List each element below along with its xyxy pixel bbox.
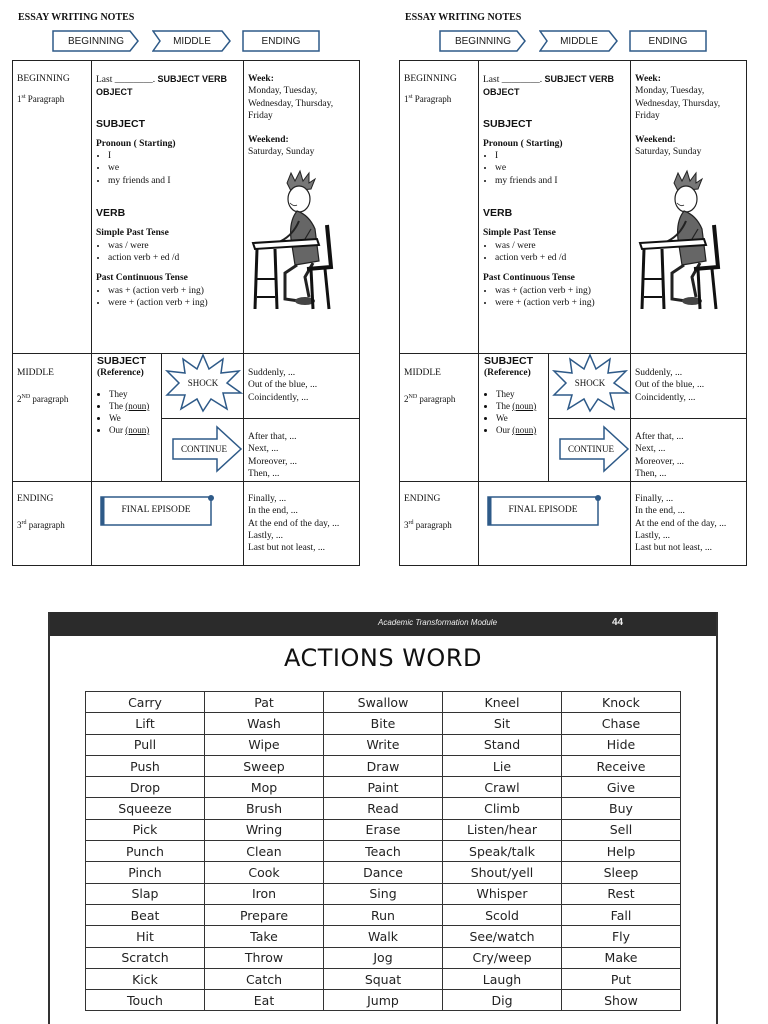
middle-label-cell	[404, 367, 476, 406]
past-continuous-list	[483, 285, 628, 310]
flow-beginning	[439, 30, 527, 52]
transition-word: At the end of the day, ...	[248, 518, 340, 529]
flow-label: MIDDLE	[173, 36, 211, 47]
simple-past-list	[483, 240, 628, 265]
word-cell: Paint	[324, 777, 443, 798]
beginning-content-cell	[483, 73, 628, 309]
word-cell: Push	[86, 755, 205, 776]
flow-middle	[152, 30, 232, 52]
simple-past-list	[96, 240, 241, 265]
list-item: • we	[108, 162, 241, 174]
list-item: • We	[109, 412, 161, 424]
weekend-heading: Weekend:	[635, 135, 676, 146]
word-cell: Buy	[562, 798, 681, 819]
table-row	[86, 862, 681, 883]
pronoun-list	[483, 150, 628, 187]
transition-word: Out of the blue, ...	[635, 380, 705, 391]
final-episode-label: FINAL EPISODE	[121, 505, 191, 515]
word-cell: Stand	[443, 734, 562, 755]
transition-word: Last but not least, ...	[635, 543, 713, 554]
shock-burst	[163, 353, 243, 413]
word-cell: Sit	[443, 713, 562, 734]
ending-label-cell	[17, 493, 89, 532]
word-cell: Listen/hear	[443, 819, 562, 840]
word-cell: Prepare	[205, 904, 324, 925]
list-item: • action verb + ed /d	[495, 252, 628, 264]
verb-heading: VERB	[483, 207, 513, 220]
word-cell: Swallow	[324, 692, 443, 713]
transition-word: Suddenly, ...	[248, 368, 296, 378]
word-cell: Walk	[324, 926, 443, 947]
beginning-label-cell	[404, 73, 476, 106]
word-cell: Wash	[205, 713, 324, 734]
list-item: • The (noun)	[109, 400, 161, 412]
continue-arrow	[171, 425, 243, 473]
word-cell: Shout/yell	[443, 862, 562, 883]
row-label: BEGINNING	[404, 74, 457, 84]
word-cell: Clean	[205, 841, 324, 862]
table-row	[86, 926, 681, 947]
shock-words-cell	[635, 367, 745, 404]
reference-list	[484, 388, 548, 436]
flow-label: MIDDLE	[560, 36, 598, 47]
word-cell: Fly	[562, 926, 681, 947]
paragraph-label: 2ND paragraph	[404, 394, 456, 405]
middle-subject-cell	[484, 355, 548, 436]
list-item: • was + (action verb + ing)	[108, 285, 241, 297]
pronoun-heading: Pronoun ( Starting)	[483, 138, 563, 149]
transition-word: Next, ...	[248, 444, 279, 455]
subject-heading: SUBJECT	[97, 355, 147, 367]
middle-label-cell	[17, 367, 89, 406]
word-cell: Climb	[443, 798, 562, 819]
word-cell: Cry/weep	[443, 947, 562, 968]
past-continuous-heading: Past Continuous Tense	[96, 273, 188, 284]
module-name: Academic Transformation Module	[378, 618, 498, 627]
simple-past-heading: Simple Past Tense	[96, 228, 169, 239]
table-row	[86, 777, 681, 798]
table-row	[86, 755, 681, 776]
word-cell: Kick	[86, 968, 205, 989]
word-cell: Beat	[86, 904, 205, 925]
action-words-sheet	[48, 612, 718, 1024]
transition-word: Then, ...	[248, 468, 280, 479]
subject-heading: SUBJECT	[483, 117, 533, 130]
list-item: • Our (noun)	[496, 424, 548, 436]
word-cell: Jog	[324, 947, 443, 968]
word-cell: Wipe	[205, 734, 324, 755]
table-row	[86, 883, 681, 904]
list-item: • was / were	[108, 240, 241, 252]
word-cell: Draw	[324, 755, 443, 776]
shock-label: SHOCK	[574, 378, 606, 388]
beginning-content-cell	[96, 73, 241, 309]
sheet-title: ACTIONS WORD	[284, 644, 482, 672]
flow-middle	[539, 30, 619, 52]
word-cell: Knock	[562, 692, 681, 713]
pronoun-heading: Pronoun ( Starting)	[96, 138, 176, 149]
word-cell: Whisper	[443, 883, 562, 904]
word-cell: Read	[324, 798, 443, 819]
continue-label: CONTINUE	[181, 444, 227, 454]
notes-title: ESSAY WRITING NOTES	[405, 12, 522, 23]
flow-ending	[629, 30, 707, 52]
intro-line: Last ________. SUBJECT VERB OBJECT	[483, 74, 614, 98]
list-item: • I	[495, 150, 628, 162]
intro-line: Last ________. SUBJECT VERB OBJECT	[96, 74, 227, 98]
word-cell: Put	[562, 968, 681, 989]
flow-label: ENDING	[261, 36, 301, 47]
time-words-cell	[248, 73, 358, 159]
word-cell: Eat	[205, 990, 324, 1011]
word-cell: Catch	[205, 968, 324, 989]
word-cell: Pinch	[86, 862, 205, 883]
word-cell: Cook	[205, 862, 324, 883]
word-cell: Iron	[205, 883, 324, 904]
essay-notes-panel	[12, 0, 372, 570]
transition-word: Moreover, ...	[248, 456, 297, 467]
table-row	[86, 968, 681, 989]
transition-word: Last but not least, ...	[248, 543, 326, 554]
table-row	[86, 819, 681, 840]
word-cell: Show	[562, 990, 681, 1011]
row-label: BEGINNING	[17, 74, 70, 84]
ending-words-cell	[635, 493, 747, 554]
list-item: • We	[496, 412, 548, 424]
list-item: • my friends and I	[495, 175, 628, 187]
list-item: • They	[496, 388, 548, 400]
word-cell: Wring	[205, 819, 324, 840]
transition-word: In the end, ...	[635, 506, 685, 517]
list-item: • my friends and I	[108, 175, 241, 187]
weekend-days: Saturday, Sunday	[248, 147, 315, 158]
flow-label: ENDING	[648, 36, 688, 47]
list-item: • The (noun)	[496, 400, 548, 412]
word-cell: Kneel	[443, 692, 562, 713]
essay-notes-panel	[399, 0, 759, 570]
word-cell: Pick	[86, 819, 205, 840]
notes-title: ESSAY WRITING NOTES	[18, 12, 135, 23]
subject-heading: SUBJECT	[96, 117, 146, 130]
continue-words-cell	[635, 431, 745, 480]
word-cell: Lie	[443, 755, 562, 776]
list-item: • action verb + ed /d	[108, 252, 241, 264]
word-cell: Speak/talk	[443, 841, 562, 862]
flow-label: BEGINNING	[67, 36, 125, 47]
list-item: • I	[108, 150, 241, 162]
notes-table	[12, 60, 360, 566]
paragraph-label: 2ND paragraph	[17, 394, 69, 405]
word-cell: Carry	[86, 692, 205, 713]
ending-label-cell	[404, 493, 476, 532]
week-days: Monday, Tuesday, Wednesday, Thursday, Friday	[635, 86, 721, 121]
word-cell: Scold	[443, 904, 562, 925]
continue-label: CONTINUE	[568, 444, 614, 454]
row-label: MIDDLE	[404, 368, 441, 378]
word-cell: Erase	[324, 819, 443, 840]
paragraph-label: 3rd paragraph	[17, 520, 65, 531]
table-row	[86, 713, 681, 734]
word-cell: See/watch	[443, 926, 562, 947]
flow-label: BEGINNING	[454, 36, 512, 47]
sheet-header	[50, 612, 716, 636]
list-item: • was / were	[495, 240, 628, 252]
verb-heading: VERB	[96, 207, 126, 220]
continue-arrow	[558, 425, 630, 473]
table-row	[86, 947, 681, 968]
student-writing-illustration	[634, 169, 734, 311]
row-label: ENDING	[17, 494, 54, 504]
final-episode-label: FINAL EPISODE	[508, 505, 578, 515]
table-row	[86, 692, 681, 713]
word-cell: Sleep	[562, 862, 681, 883]
transition-word: Moreover, ...	[635, 456, 684, 467]
student-writing-illustration	[247, 169, 347, 311]
word-cell: Throw	[205, 947, 324, 968]
continue-words-cell	[248, 431, 358, 480]
paragraph-label: 3rd paragraph	[404, 520, 452, 531]
transition-word: After that, ...	[635, 432, 684, 442]
word-cell: Jump	[324, 990, 443, 1011]
transition-word: At the end of the day, ...	[635, 518, 727, 529]
shock-label: SHOCK	[187, 378, 219, 388]
transition-word: Then, ...	[635, 468, 667, 479]
word-cell: Take	[205, 926, 324, 947]
page-number: 44	[612, 617, 624, 628]
reference-heading: (Reference)	[97, 368, 144, 379]
paragraph-label: 1st Paragraph	[404, 94, 452, 105]
weekend-days: Saturday, Sunday	[635, 147, 702, 158]
word-cell: Rest	[562, 883, 681, 904]
flow-ending	[242, 30, 320, 52]
transition-word: Finally, ...	[635, 494, 674, 504]
word-cell: Hit	[86, 926, 205, 947]
final-episode-scroll	[97, 493, 217, 529]
word-cell: Scratch	[86, 947, 205, 968]
list-item: • were + (action verb + ing)	[495, 297, 628, 309]
list-item: • we	[495, 162, 628, 174]
reference-list	[97, 388, 161, 436]
list-item: • Our (noun)	[109, 424, 161, 436]
word-cell: Punch	[86, 841, 205, 862]
reference-heading: (Reference)	[484, 368, 531, 379]
word-cell: Pat	[205, 692, 324, 713]
word-cell: Slap	[86, 883, 205, 904]
table-row	[86, 798, 681, 819]
transition-word: Next, ...	[635, 444, 666, 455]
middle-subject-cell	[97, 355, 161, 436]
transition-word: After that, ...	[248, 432, 297, 442]
shock-words-cell	[248, 367, 358, 404]
beginning-label-cell	[17, 73, 89, 106]
table-row	[86, 990, 681, 1011]
notes-table	[399, 60, 747, 566]
word-cell: Sweep	[205, 755, 324, 776]
list-item: • were + (action verb + ing)	[108, 297, 241, 309]
transition-word: Lastly, ...	[248, 530, 284, 541]
transition-word: Finally, ...	[248, 494, 287, 504]
transition-word: Suddenly, ...	[635, 368, 683, 378]
week-heading: Week:	[635, 74, 661, 84]
word-cell: Sing	[324, 883, 443, 904]
word-cell: Lift	[86, 713, 205, 734]
transition-word: Coincidently, ...	[635, 392, 696, 403]
word-cell: Chase	[562, 713, 681, 734]
subject-heading: SUBJECT	[484, 355, 534, 367]
word-cell: Receive	[562, 755, 681, 776]
flow-beginning	[52, 30, 140, 52]
time-words-cell	[635, 73, 745, 159]
week-heading: Week:	[248, 74, 274, 84]
word-cell: Dig	[443, 990, 562, 1011]
word-cell: Help	[562, 841, 681, 862]
transition-word: Out of the blue, ...	[248, 380, 318, 391]
word-cell: Brush	[205, 798, 324, 819]
weekend-heading: Weekend:	[248, 135, 289, 146]
word-cell: Give	[562, 777, 681, 798]
past-continuous-heading: Past Continuous Tense	[483, 273, 575, 284]
action-words-table	[85, 691, 681, 1011]
pronoun-list	[96, 150, 241, 187]
word-cell: Squeeze	[86, 798, 205, 819]
word-cell: Make	[562, 947, 681, 968]
word-cell: Laugh	[443, 968, 562, 989]
final-episode-scroll	[484, 493, 604, 529]
word-cell: Write	[324, 734, 443, 755]
transition-word: In the end, ...	[248, 506, 298, 517]
word-cell: Fall	[562, 904, 681, 925]
shock-burst	[550, 353, 630, 413]
table-row	[86, 904, 681, 925]
word-cell: Teach	[324, 841, 443, 862]
word-cell: Sell	[562, 819, 681, 840]
list-item: • was + (action verb + ing)	[495, 285, 628, 297]
word-cell: Hide	[562, 734, 681, 755]
table-row	[86, 734, 681, 755]
table-row	[86, 841, 681, 862]
word-cell: Crawl	[443, 777, 562, 798]
ending-words-cell	[248, 493, 360, 554]
word-cell: Drop	[86, 777, 205, 798]
word-cell: Run	[324, 904, 443, 925]
week-days: Monday, Tuesday, Wednesday, Thursday, Friday	[248, 86, 334, 121]
word-cell: Dance	[324, 862, 443, 883]
list-item: • They	[109, 388, 161, 400]
transition-word: Coincidently, ...	[248, 392, 309, 403]
paragraph-label: 1st Paragraph	[17, 94, 65, 105]
transition-word: Lastly, ...	[635, 530, 671, 541]
word-cell: Mop	[205, 777, 324, 798]
word-cell: Pull	[86, 734, 205, 755]
simple-past-heading: Simple Past Tense	[483, 228, 556, 239]
word-cell: Squat	[324, 968, 443, 989]
row-label: MIDDLE	[17, 368, 54, 378]
word-cell: Touch	[86, 990, 205, 1011]
row-label: ENDING	[404, 494, 441, 504]
past-continuous-list	[96, 285, 241, 310]
word-cell: Bite	[324, 713, 443, 734]
